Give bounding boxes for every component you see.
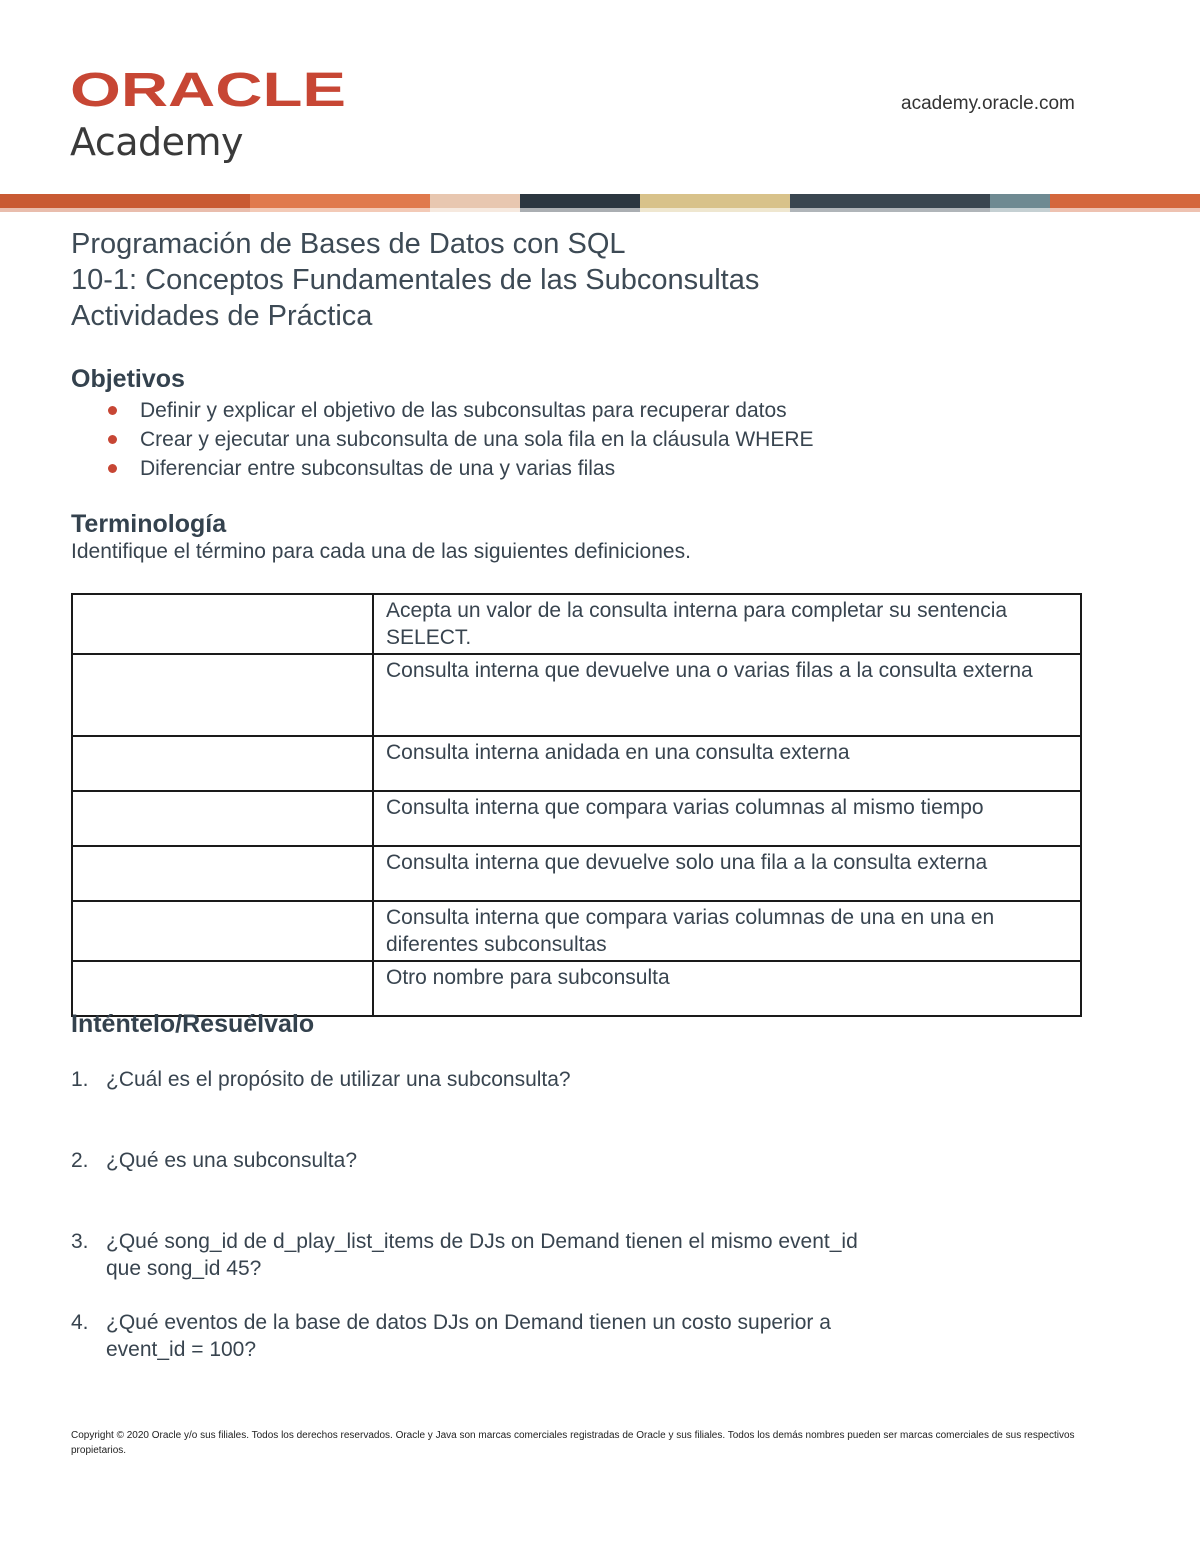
academy-label: Academy: [70, 120, 244, 164]
list-item: [71, 1066, 858, 1147]
term-input-cell[interactable]: [72, 901, 373, 961]
list-item: [108, 454, 814, 483]
objective-text: Diferenciar entre subconsultas de una y varias filas: [140, 457, 616, 480]
objectives-list: [108, 396, 814, 483]
list-item: [71, 1228, 858, 1309]
term-input-cell[interactable]: [72, 961, 373, 1016]
oracle-wordmark: [70, 68, 348, 112]
table-row: [72, 846, 1081, 901]
term-input-cell[interactable]: [72, 654, 373, 736]
question-number: 4.: [71, 1311, 89, 1334]
bullet-icon: [108, 464, 117, 473]
question-text: ¿Qué eventos de la base de datos DJs on Demand tienen un costo superior a: [106, 1311, 831, 1334]
question-text-continued: que song_id 45?: [106, 1257, 262, 1280]
site-url: academy.oracle.com: [901, 93, 1075, 114]
objective-text: Definir y explicar el objetivo de las subconsultas para recuperar datos: [140, 399, 787, 422]
table-row: [72, 594, 1081, 654]
question-text: ¿Qué es una subconsulta?: [106, 1149, 357, 1172]
table-row: [72, 736, 1081, 791]
question-text: ¿Qué song_id de d_play_list_items de DJs on Demand tienen el mismo event_id: [106, 1230, 858, 1253]
copyright-notice: Copyright © 2020 Oracle y/o sus filiales. Todos los derechos reservados. Oracle y Java son marcas comerciales registradas de Oracle y sus filiales. Todos los demás nombres pueden ser marcas comerciales de sus respectivos propietarios.: [71, 1430, 1075, 1456]
question-number: 2.: [71, 1149, 89, 1172]
practice-questions: [71, 1066, 858, 1390]
terminology-intro: Identifique el término para cada una de las siguientes definiciones.: [71, 540, 691, 563]
term-input-cell[interactable]: [72, 846, 373, 901]
practice-heading: Inténtelo/Resuélvalo: [71, 1010, 315, 1038]
bullet-icon: [108, 406, 117, 415]
definition-cell: Acepta un valor de la consulta interna para completar su sentencia SELECT.: [373, 594, 1081, 654]
term-input-cell[interactable]: [72, 736, 373, 791]
list-item: [71, 1147, 858, 1228]
question-number: 3.: [71, 1230, 89, 1253]
objective-text: Crear y ejecutar una subconsulta de una sola fila en la cláusula WHERE: [140, 428, 814, 451]
definition-cell: Otro nombre para subconsulta: [373, 961, 1081, 1016]
bullet-icon: [108, 435, 117, 444]
document-title: [71, 226, 759, 334]
course-title: Programación de Bases de Datos con SQL: [71, 228, 626, 260]
list-item: [108, 425, 814, 454]
question-number: 1.: [71, 1068, 89, 1091]
terminology-heading: Terminología: [71, 510, 227, 538]
definition-cell: Consulta interna que compara varias columnas al mismo tiempo: [373, 791, 1081, 846]
list-item: [108, 396, 814, 425]
term-input-cell[interactable]: [72, 791, 373, 846]
terminology-table: [71, 593, 1082, 1017]
definition-cell: Consulta interna que devuelve una o varias filas a la consulta externa: [373, 654, 1081, 736]
table-row: [72, 791, 1081, 846]
question-text-continued: event_id = 100?: [106, 1338, 257, 1361]
table-row: [72, 901, 1081, 961]
decorative-banner: [0, 194, 1200, 212]
oracle-wordmark-text: ORACLE: [70, 68, 346, 112]
oracle-academy-logo: [70, 68, 348, 164]
list-item: [71, 1309, 858, 1390]
definition-cell: Consulta interna que compara varias columnas de una en una en diferentes subconsultas: [373, 901, 1081, 961]
activity-title: Actividades de Práctica: [71, 300, 373, 332]
lesson-title: 10-1: Conceptos Fundamentales de las Subconsultas: [71, 264, 760, 296]
term-input-cell[interactable]: [72, 594, 373, 654]
table-row: [72, 961, 1081, 1016]
definition-cell: Consulta interna anidada en una consulta externa: [373, 736, 1081, 791]
question-text: ¿Cuál es el propósito de utilizar una subconsulta?: [106, 1068, 571, 1091]
definition-cell: Consulta interna que devuelve solo una fila a la consulta externa: [373, 846, 1081, 901]
table-row: [72, 654, 1081, 736]
objectives-heading: Objetivos: [71, 365, 185, 393]
